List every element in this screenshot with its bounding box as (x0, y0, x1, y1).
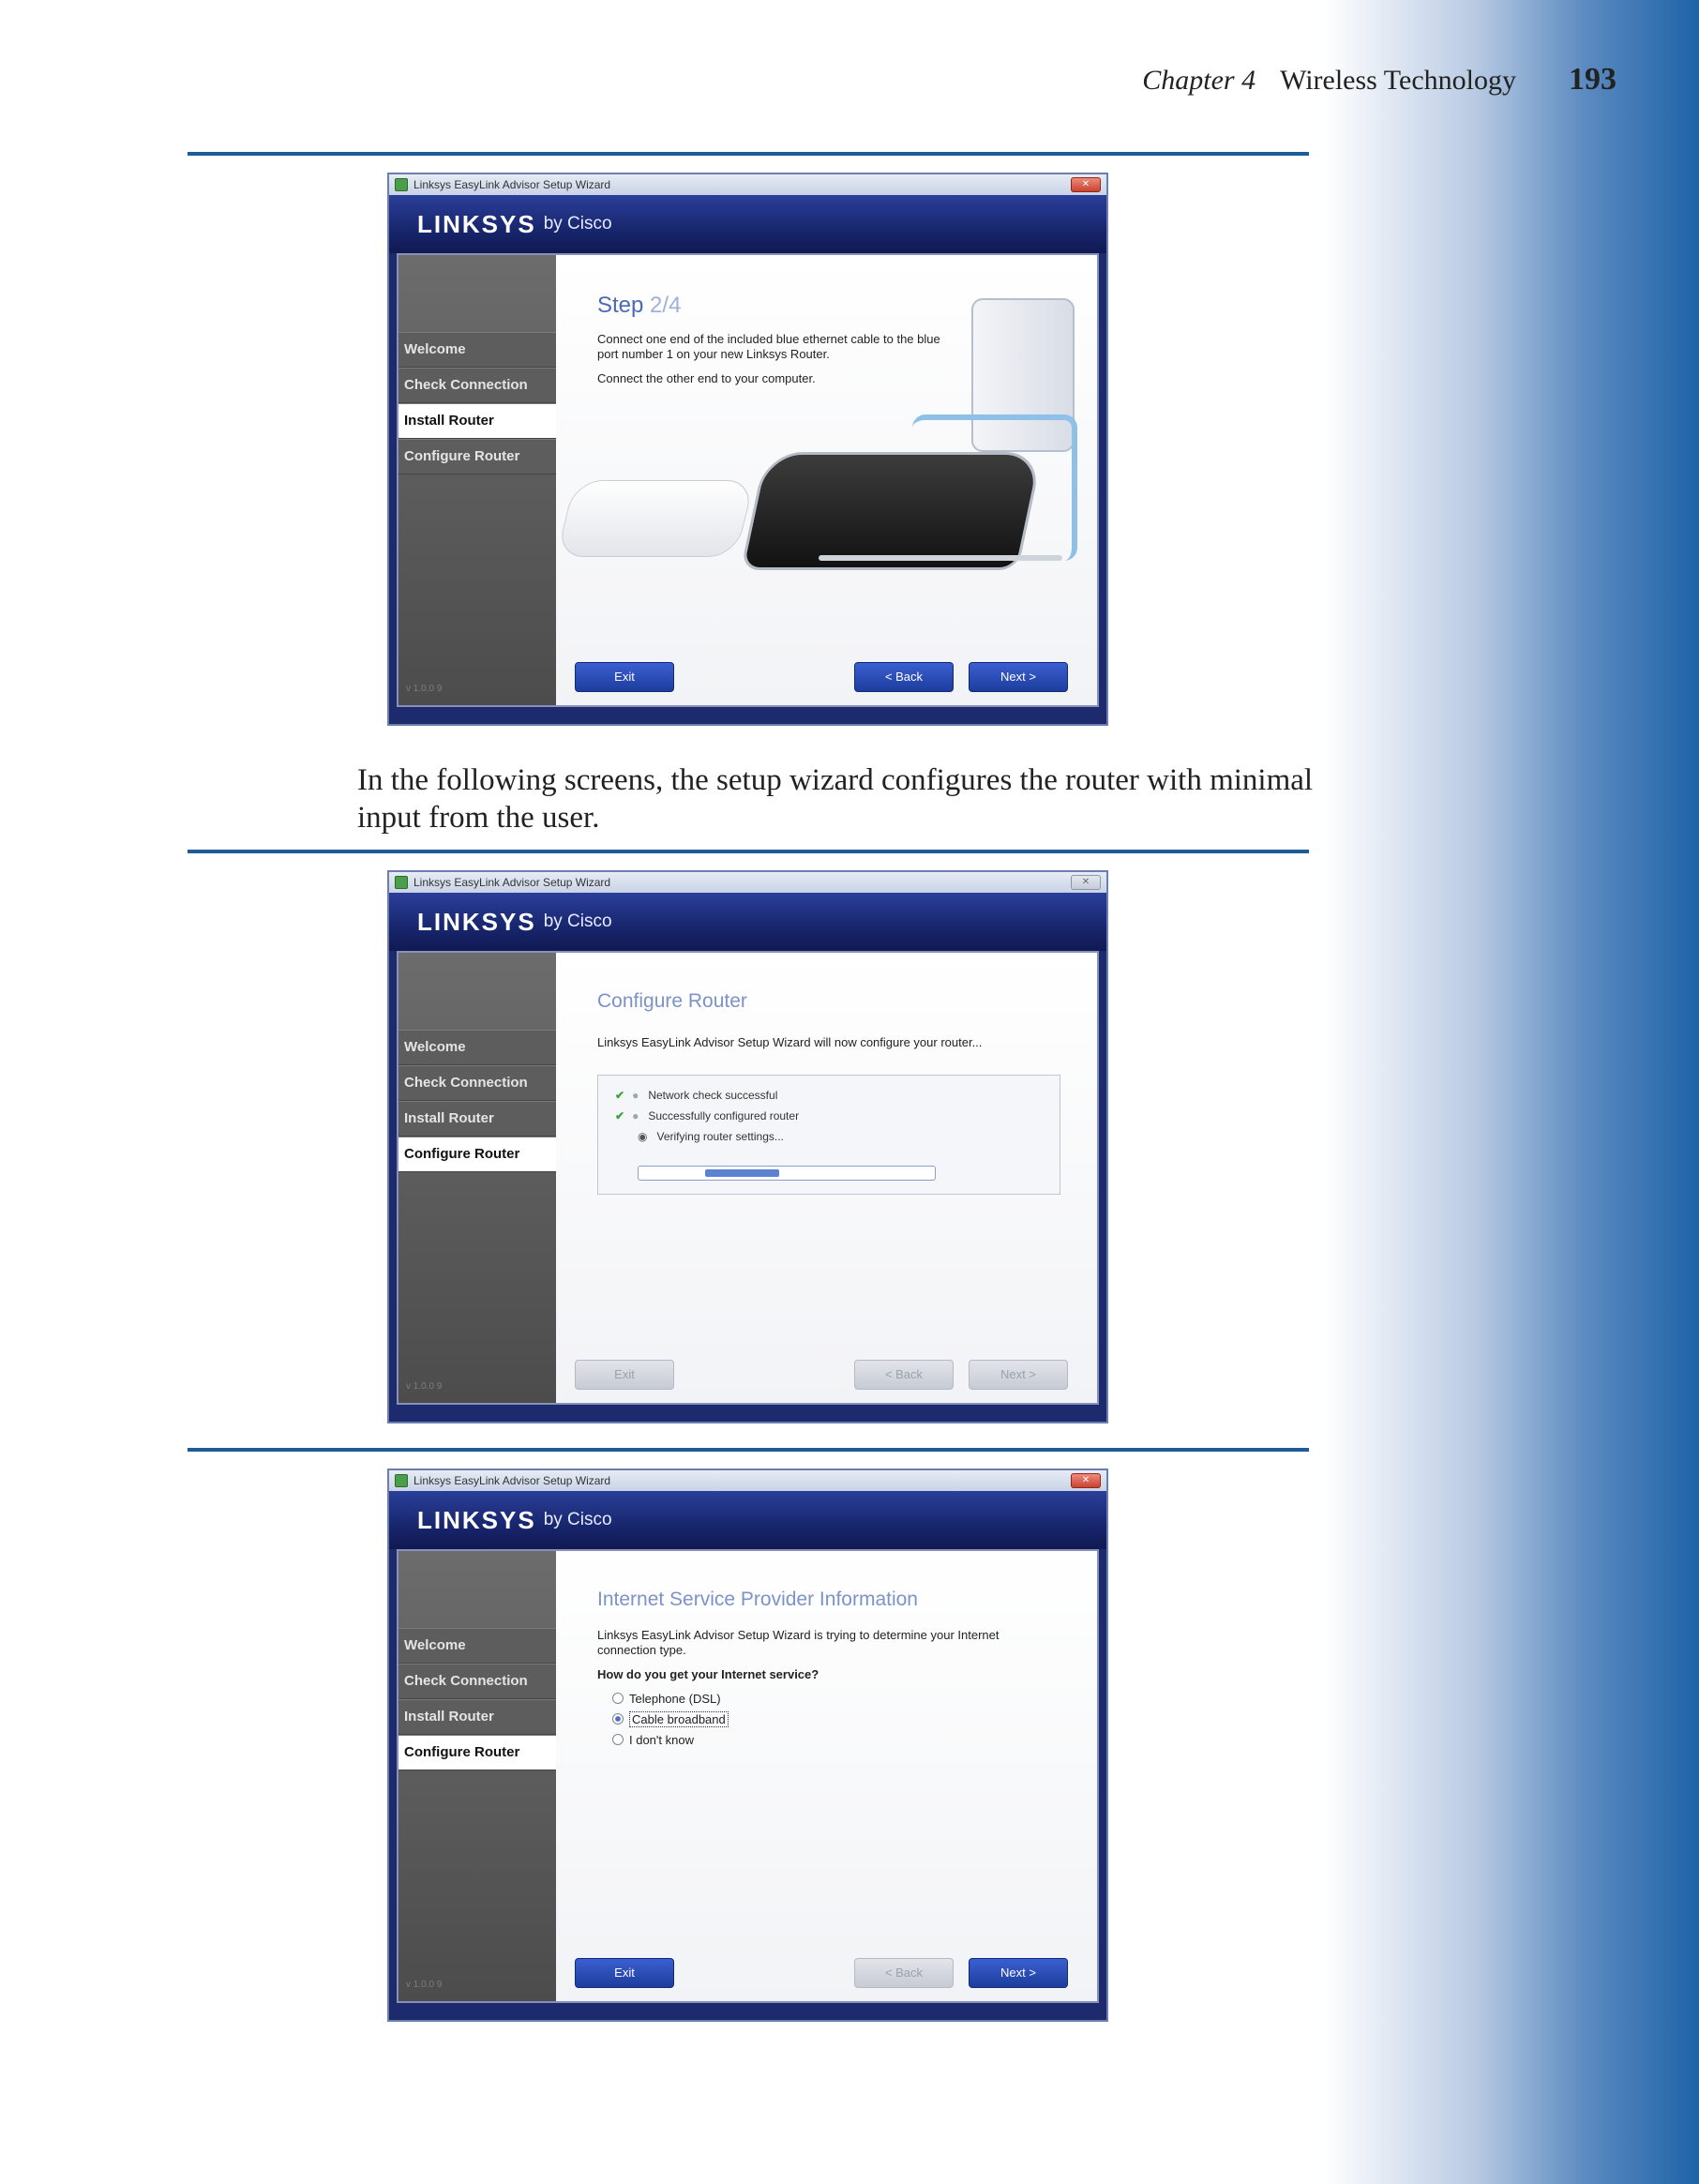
wizard-content (556, 953, 1097, 1403)
wizard-window-install-router (387, 173, 1108, 726)
radio-button-icon[interactable] (612, 1693, 624, 1704)
status-item-label: Successfully configured router (648, 1109, 800, 1122)
app-icon (395, 1474, 408, 1487)
sidebar-item-configure-router: Configure Router (398, 1137, 556, 1172)
wizard-window-isp-info (387, 1469, 1108, 2022)
running-head (1142, 62, 1616, 103)
status-panel (597, 1075, 1060, 1195)
running-head-chapter: Chapter 4 (1142, 65, 1256, 96)
body-paragraph: In the following screens, the setup wizard configures the router with minimal input from the user. (357, 763, 1314, 835)
exit-button[interactable]: Exit (575, 662, 674, 692)
sidebar-item-configure-router: Configure Router (398, 439, 556, 474)
radio-option-unknown[interactable] (612, 1733, 694, 1747)
radio-option-dsl[interactable] (612, 1692, 721, 1706)
bullet-icon: ◉ (638, 1130, 648, 1143)
isp-subtitle: Linksys EasyLink Advisor Setup Wizard is trying to determine your Internet connection type. (597, 1628, 1000, 1657)
radio-option-cable[interactable] (612, 1712, 729, 1726)
status-item-2 (615, 1109, 799, 1122)
sidebar-item-check-connection: Check Connection (398, 368, 556, 403)
brand-sub: by Cisco (543, 911, 612, 931)
next-button[interactable]: Next > (969, 662, 1068, 692)
status-item-label: Network check successful (648, 1089, 778, 1102)
running-head-title: Wireless Technology (1280, 65, 1516, 96)
wizard-window-configure-router (387, 870, 1108, 1423)
wizard-sidebar (398, 1551, 556, 2001)
back-button[interactable]: < Back (854, 1360, 954, 1390)
modem-illustration (556, 480, 755, 557)
version-label: v 1.0.0 9 (406, 1980, 443, 1990)
version-label: v 1.0.0 9 (406, 684, 443, 694)
sidebar-item-welcome: Welcome (398, 332, 556, 368)
figure-rule-2 (188, 850, 1309, 853)
app-icon (395, 178, 408, 191)
window-titlebar (389, 174, 1106, 195)
sidebar-item-welcome: Welcome (398, 1030, 556, 1065)
wizard-content (556, 255, 1097, 705)
app-icon (395, 876, 408, 889)
isp-heading: Internet Service Provider Information (597, 1589, 918, 1610)
brand-logo: LINKSYS (417, 1505, 536, 1534)
wizard-sidebar (398, 255, 556, 705)
configure-subtitle: Linksys EasyLink Advisor Setup Wizard will now configure your router... (597, 1035, 983, 1049)
window-title: Linksys EasyLink Advisor Setup Wizard (413, 178, 611, 191)
step-heading (597, 293, 681, 319)
gray-cable-illustration (819, 555, 1062, 561)
close-icon[interactable]: ✕ (1071, 177, 1101, 192)
sidebar-item-install-router: Install Router (398, 1101, 556, 1137)
status-item-3 (638, 1130, 784, 1143)
side-color-band (1324, 0, 1699, 2184)
radio-button-icon[interactable] (612, 1734, 624, 1745)
window-title: Linksys EasyLink Advisor Setup Wizard (413, 1474, 611, 1487)
version-label: v 1.0.0 9 (406, 1381, 443, 1392)
brand-bar (389, 195, 1106, 253)
page-number: 193 (1569, 62, 1616, 97)
exit-button[interactable]: Exit (575, 1360, 674, 1390)
blue-cable-illustration (912, 414, 1077, 561)
next-button[interactable]: Next > (969, 1958, 1068, 1988)
sidebar-item-install-router: Install Router (398, 403, 556, 439)
radio-option-label: I don't know (629, 1733, 694, 1747)
brand-logo: LINKSYS (417, 907, 536, 936)
bullet-icon: ● (632, 1089, 639, 1102)
instruction-2: Connect the other end to your computer. (597, 371, 816, 385)
sidebar-item-check-connection: Check Connection (398, 1065, 556, 1101)
figure-rule-3 (188, 1448, 1309, 1452)
step-label: Step (597, 293, 644, 318)
brand-sub: by Cisco (543, 214, 612, 233)
status-item-label: Verifying router settings... (656, 1130, 784, 1143)
progress-fill (705, 1169, 779, 1177)
instruction-1: Connect one end of the included blue ethernet cable to the blue port number 1 on your new Linksys Router. (597, 332, 940, 361)
step-value: 2/4 (650, 293, 682, 318)
close-icon[interactable]: ✕ (1071, 1473, 1101, 1488)
wizard-body (397, 951, 1099, 1405)
brand-sub: by Cisco (543, 1510, 612, 1529)
sidebar-item-install-router: Install Router (398, 1699, 556, 1735)
back-button[interactable]: < Back (854, 662, 954, 692)
radio-option-label: Telephone (DSL) (629, 1692, 721, 1706)
progress-bar (638, 1166, 936, 1181)
sidebar-item-check-connection: Check Connection (398, 1664, 556, 1699)
exit-button[interactable]: Exit (575, 1958, 674, 1988)
figure-rule-1 (188, 152, 1309, 156)
brand-bar (389, 893, 1106, 951)
radio-option-label: Cable broadband (629, 1711, 729, 1727)
brand-logo: LINKSYS (417, 209, 536, 238)
back-button[interactable]: < Back (854, 1958, 954, 1988)
next-button[interactable]: Next > (969, 1360, 1068, 1390)
close-icon[interactable]: ✕ (1071, 875, 1101, 890)
configure-heading: Configure Router (597, 990, 747, 1012)
sidebar-item-configure-router: Configure Router (398, 1735, 556, 1770)
wizard-body (397, 253, 1099, 707)
window-title: Linksys EasyLink Advisor Setup Wizard (413, 876, 611, 889)
window-titlebar (389, 1470, 1106, 1491)
isp-question: How do you get your Internet service? (597, 1667, 819, 1681)
bullet-icon: ● (632, 1109, 639, 1122)
sidebar-item-welcome: Welcome (398, 1628, 556, 1664)
radio-button-selected-icon[interactable] (612, 1713, 624, 1725)
brand-bar (389, 1491, 1106, 1549)
check-icon: ✔ (615, 1109, 625, 1122)
wizard-body (397, 1549, 1099, 2003)
wizard-content (556, 1551, 1097, 2001)
wizard-sidebar (398, 953, 556, 1403)
window-titlebar (389, 872, 1106, 893)
check-icon: ✔ (615, 1089, 625, 1102)
status-item-1 (615, 1089, 777, 1102)
